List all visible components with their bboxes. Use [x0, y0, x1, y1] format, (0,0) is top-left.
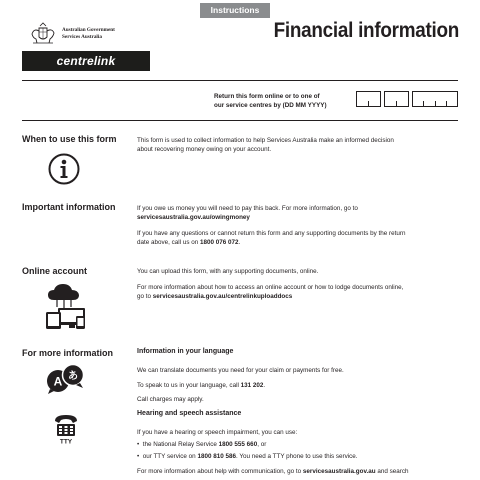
digit-divider	[423, 101, 424, 107]
digit-divider	[446, 101, 447, 107]
digit-divider	[368, 101, 369, 107]
text-span: .	[263, 382, 266, 389]
text-span: For more information about help with communication, go to	[137, 468, 303, 475]
language-text-3: Call charges may apply.	[137, 396, 204, 403]
return-label-line-1: Return this form online or to one of	[214, 93, 320, 100]
list-item: • our TTY service on 1800 810 586. You need a TTY phone to use this service.	[137, 453, 358, 460]
return-year-field[interactable]	[412, 91, 458, 107]
text-span: .	[238, 239, 241, 246]
language-text-1: We can translate documents you need for your claim or payments for free.	[137, 367, 344, 374]
text-span: date above, call us on	[137, 239, 201, 246]
online-text-2	[137, 283, 467, 301]
svg-text:あ: あ	[68, 371, 78, 382]
gov-line-2: Services Australia	[62, 34, 102, 40]
important-heading: Important information	[22, 202, 116, 212]
text-span: , or	[257, 441, 267, 448]
important-text-line: If you owe us money you will need to pay this back. For more information, go to	[137, 205, 358, 212]
page-title: Financial information	[273, 19, 459, 42]
phone-number: 131 202	[240, 382, 264, 389]
tty-label: TTY	[59, 438, 73, 444]
svg-text:A: A	[53, 374, 63, 389]
digit-divider	[435, 101, 436, 107]
when-heading: When to use this form	[22, 134, 117, 144]
when-text-line-1: This form is used to collect information to help Services Australia make an informed decision	[137, 137, 394, 144]
phone-number: 1800 555 660	[218, 441, 258, 448]
coat-of-arms-icon	[30, 22, 56, 46]
list-item: • the National Relay Service 1800 555 660, or	[137, 441, 267, 448]
return-date-label	[214, 92, 354, 110]
hearing-text: If you have a hearing or speech impairment, you can use:	[137, 429, 298, 436]
important-text-line: If you have any questions or cannot return this form and any supporting documents by the return	[137, 230, 406, 237]
government-name	[62, 27, 115, 41]
language-subheading: Information in your language	[137, 348, 234, 355]
phone-number: 1800 076 072	[200, 239, 239, 246]
top-divider	[22, 80, 458, 81]
text-span: the National Relay Service	[142, 441, 219, 448]
services-link[interactable]: servicesaustralia.gov.au	[302, 468, 376, 475]
instructions-tab: Instructions	[200, 3, 270, 18]
hearing-subheading: Hearing and speech assistance	[137, 410, 242, 417]
tty-phone-icon	[53, 412, 79, 444]
digit-divider	[396, 101, 397, 107]
communication-text	[137, 467, 477, 476]
text-span: and search	[375, 468, 409, 475]
important-text-2	[137, 229, 467, 247]
translation-icon	[46, 364, 86, 394]
when-text	[137, 136, 467, 154]
important-text-1	[137, 204, 467, 222]
text-span: our TTY service on	[142, 453, 198, 460]
owing-money-link[interactable]: servicesaustralia.gov.au/owingmoney	[137, 214, 250, 221]
section-divider	[22, 120, 458, 121]
return-month-field[interactable]	[384, 91, 409, 107]
online-heading: Online account	[22, 266, 88, 276]
return-day-field[interactable]	[356, 91, 381, 107]
upload-docs-link[interactable]: servicesaustralia.gov.au/centrelinkuploaddocs	[152, 293, 293, 300]
online-text-1: You can upload this form, with any supporting documents, online.	[137, 268, 319, 275]
text-span: go to	[137, 293, 153, 300]
when-text-line-2: about recovering money owing on your account.	[137, 146, 272, 153]
gov-line-1: Australian Government	[62, 27, 115, 33]
return-label-line-2: our service centres by (DD MM YYYY)	[214, 102, 327, 109]
centrelink-brand: centrelink	[22, 51, 150, 71]
text-span: . You need a TTY phone to use this service.	[235, 453, 358, 460]
more-info-heading: For more information	[22, 348, 114, 358]
info-icon	[48, 153, 80, 185]
online-text-line: For more information about how to access an online account or how to lodge documents online,	[137, 284, 404, 291]
cloud-devices-icon	[42, 282, 88, 330]
text-span: To speak to us in your language, call	[137, 382, 241, 389]
language-text-2	[137, 381, 467, 390]
phone-number: 1800 810 586	[197, 453, 236, 460]
